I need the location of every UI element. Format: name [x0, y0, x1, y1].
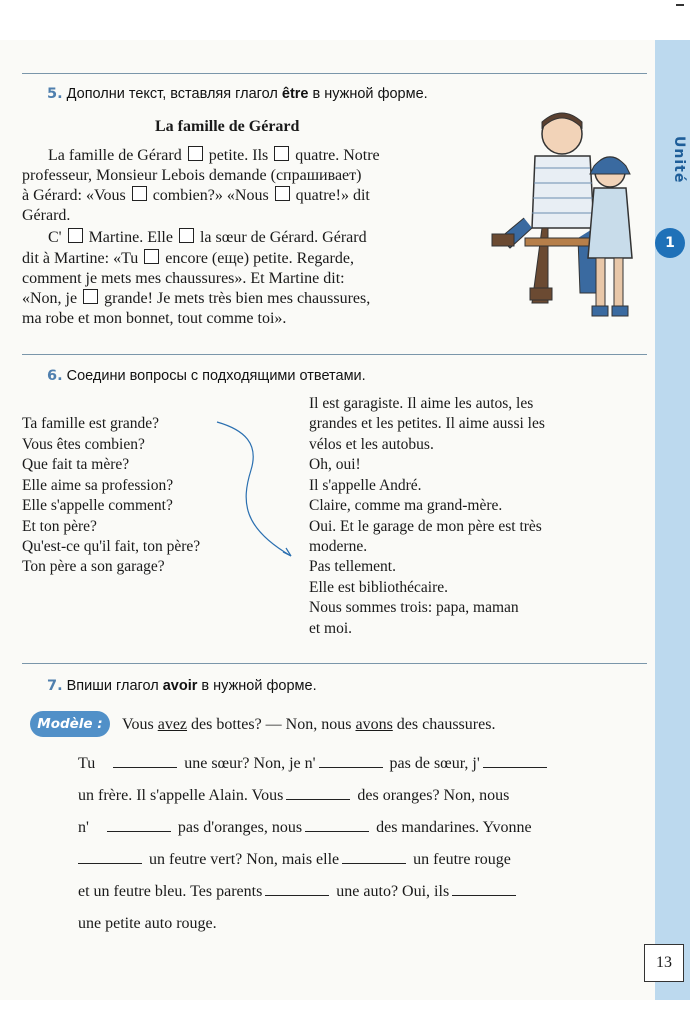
- question-item[interactable]: Vous êtes combien?: [22, 436, 145, 453]
- answer-item: vélos et les autobus.: [309, 436, 434, 453]
- top-bar: [0, 0, 690, 40]
- answer-blank[interactable]: [78, 862, 142, 864]
- task-6-instruction: [47, 368, 366, 384]
- answer-blank[interactable]: [265, 894, 329, 896]
- answer-item: moderne.: [309, 538, 368, 555]
- instruction-text: Соедини вопросы с подходящими ответами.: [66, 368, 366, 384]
- question-item[interactable]: Que fait ta mère?: [22, 456, 130, 473]
- task-7-instruction: [47, 678, 317, 694]
- answer-box[interactable]: [144, 249, 159, 264]
- answer-item[interactable]: Oui. Et le garage de mon père est très: [309, 518, 542, 535]
- text-line: dit à Martine: «Tu encore (еще) petite. Regarde,: [22, 250, 354, 267]
- answer-box[interactable]: [188, 146, 203, 161]
- model-badge: Modèle :: [30, 711, 110, 737]
- answer-box[interactable]: [179, 228, 194, 243]
- answer-item[interactable]: Il s'appelle André.: [309, 477, 422, 494]
- exercise-line: un frère. Il s'appelle Alain. Vous des oranges? Non, nous: [78, 787, 510, 804]
- answer-blank[interactable]: [483, 766, 547, 768]
- exercise-line: et un feutre bleu. Tes parents une auto? Oui, ils: [78, 882, 519, 902]
- instruction-text: Дополни текст, вставляя глагол: [66, 86, 282, 102]
- divider: [22, 354, 647, 355]
- unit-number-badge: 1: [655, 228, 685, 258]
- text-title: La famille de Gérard: [155, 118, 300, 135]
- answer-blank[interactable]: [305, 830, 369, 832]
- answer-blank[interactable]: [107, 830, 171, 832]
- answer-blank[interactable]: [286, 798, 350, 800]
- answer-item[interactable]: Elle est bibliothécaire.: [309, 579, 449, 596]
- answer-item[interactable]: Pas tellement.: [309, 558, 396, 575]
- sample-connector-line: [215, 418, 315, 568]
- answer-box[interactable]: [83, 289, 98, 304]
- answer-item[interactable]: Oh, oui!: [309, 456, 361, 473]
- text-line: professeur, Monsieur Lebois demande (спрашивает): [22, 167, 362, 184]
- task-number: 6.: [47, 368, 63, 384]
- bottom-bar: [0, 1000, 690, 1024]
- corner-mark: [676, 4, 684, 6]
- question-item[interactable]: Elle aime sa profession?: [22, 477, 174, 494]
- question-item[interactable]: Qu'est-ce qu'il fait, ton père?: [22, 538, 201, 555]
- exercise-line: un feutre vert? Non, mais elle un feutre rouge: [78, 850, 511, 870]
- answer-box[interactable]: [132, 186, 147, 201]
- unit-label: Unité: [671, 136, 687, 184]
- text-line: «Non, je grande! Je mets très bien mes chaussures,: [22, 290, 371, 307]
- answer-item: grandes et les petites. Il aime aussi les: [309, 415, 545, 432]
- answer-item[interactable]: Nous sommes trois: papa, maman: [309, 599, 519, 616]
- page-number: 13: [644, 944, 684, 982]
- answer-blank[interactable]: [319, 766, 383, 768]
- question-item[interactable]: Ton père a son garage?: [22, 558, 165, 575]
- text-line: comment je mets mes chaussures». Et Martine dit:: [22, 270, 345, 287]
- answer-item[interactable]: Claire, comme ma grand-mère.: [309, 497, 503, 514]
- model-sentence: Vous avez des bottes? — Non, nous avons des chaussures.: [122, 716, 496, 733]
- exercise-line: une petite auto rouge.: [78, 915, 217, 932]
- instruction-text: Впиши глагол: [66, 678, 163, 694]
- task-number: 5.: [47, 86, 63, 102]
- task-number: 7.: [47, 678, 63, 694]
- text-line: Gérard.: [22, 207, 71, 224]
- answer-box[interactable]: [68, 228, 83, 243]
- text-line: ma robe et mon bonnet, tout comme toi».: [22, 310, 287, 327]
- answer-item: et moi.: [309, 620, 353, 637]
- question-item[interactable]: Et ton père?: [22, 518, 97, 535]
- exercise-line: n' pas d'oranges, nous des mandarines. Yvonne: [78, 819, 532, 836]
- answer-blank[interactable]: [113, 766, 177, 768]
- answer-box[interactable]: [274, 146, 289, 161]
- text-line: C' Martine. Elle la sœur de Gérard. Gérard: [48, 229, 367, 246]
- answer-box[interactable]: [275, 186, 290, 201]
- unit-side-tab: [655, 40, 690, 1000]
- instruction-text: в нужной форме.: [308, 86, 428, 102]
- divider: [22, 663, 647, 664]
- question-item[interactable]: Ta famille est grande?: [22, 415, 160, 432]
- text-line: à Gérard: «Vous combien?» «Nous quatre!» dit: [22, 187, 370, 204]
- text-line: La famille de Gérard petite. Ils quatre. Notre: [48, 147, 380, 164]
- answer-item[interactable]: Il est garagiste. Il aime les autos, les: [309, 395, 534, 412]
- instruction-text: в нужной форме.: [197, 678, 317, 694]
- instruction-verb: être: [281, 86, 309, 102]
- instruction-verb: avoir: [162, 678, 198, 694]
- answer-blank[interactable]: [452, 894, 516, 896]
- answer-blank[interactable]: [342, 862, 406, 864]
- divider: [22, 73, 647, 74]
- question-item[interactable]: Elle s'appelle comment?: [22, 497, 173, 514]
- task-5-instruction: [47, 86, 428, 102]
- exercise-line: Tu une sœur? Non, je n' pas de sœur, j': [78, 754, 550, 774]
- children-illustration: [490, 108, 640, 330]
